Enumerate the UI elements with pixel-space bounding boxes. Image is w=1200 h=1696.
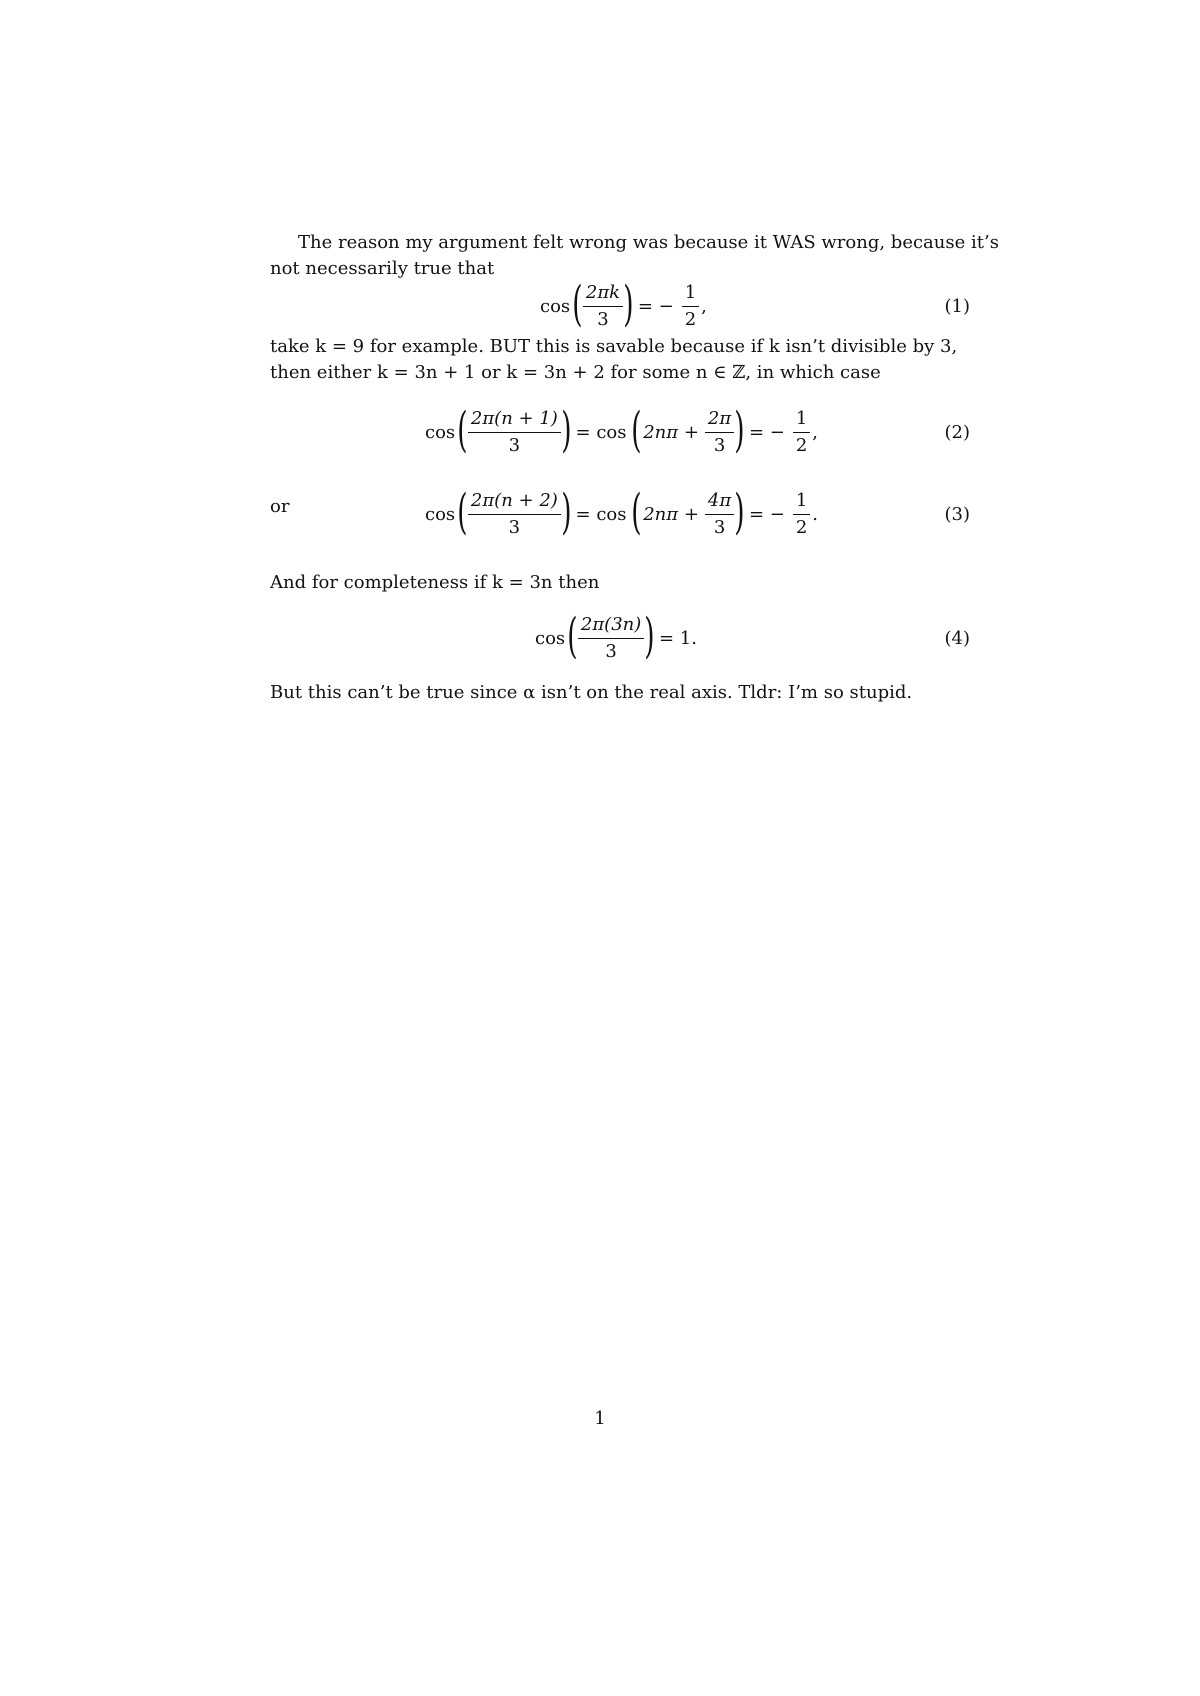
eq1-close-paren: ) — [623, 276, 634, 332]
eq1-fraction — [583, 282, 623, 331]
eq2-mid-numerator: 2π — [705, 408, 734, 433]
eq2-numerator: 2π(n + 1) — [468, 408, 561, 433]
eq4-open-paren: ( — [567, 608, 578, 664]
eq3-fraction — [468, 490, 561, 539]
eq3-mid-denominator: 3 — [713, 516, 726, 538]
eq2-mid-term: 2nπ + — [643, 421, 699, 443]
eq1-open-paren: ( — [572, 276, 583, 332]
eq1-denominator: 3 — [597, 308, 609, 330]
equation-number-1: (1) — [944, 295, 970, 317]
equation-2 — [270, 402, 970, 462]
eq3-mid-open-paren: ( — [630, 484, 642, 540]
eq2-cos: cos — [425, 421, 456, 443]
eq2-rhs-numerator: 1 — [793, 408, 810, 433]
eq3-rhs-fraction — [793, 490, 810, 539]
eq2-close-paren: ) — [561, 402, 572, 458]
paragraph-2-line-2: then either k = 3n + 1 or k = 3n + 2 for some n ∈ ℤ, in which case — [270, 362, 881, 383]
equation-3 — [270, 484, 970, 544]
eq3-mid-close-paren: ) — [734, 484, 745, 540]
eq2-open-paren: ( — [457, 402, 468, 458]
eq1-numerator: 2πk — [583, 282, 623, 307]
eq4-rhs: = 1. — [659, 627, 697, 649]
eq3-denominator: 3 — [508, 516, 521, 538]
paragraph-1-line-2: not necessarily true that — [270, 258, 495, 279]
eq1-equals-minus: = − — [637, 295, 674, 317]
eq3-numerator: 2π(n + 2) — [468, 490, 561, 515]
eq4-numerator: 2π(3n) — [578, 614, 644, 639]
eq2-denominator: 3 — [508, 434, 521, 456]
eq2-end: , — [812, 421, 819, 443]
eq1-end: , — [701, 295, 707, 317]
eq2-mid-denominator: 3 — [713, 434, 726, 456]
eq3-open-paren: ( — [457, 484, 468, 540]
eq4-cos: cos — [535, 627, 566, 649]
eq3-mid-term: 2nπ + — [643, 503, 699, 525]
eq4-fraction — [578, 614, 644, 663]
eq3-equals-minus: = − — [748, 503, 785, 525]
eq2-equals-minus: = − — [748, 421, 785, 443]
equation-number-3: (3) — [944, 503, 970, 525]
equation-1 — [270, 276, 970, 336]
eq2-fraction — [468, 408, 561, 457]
eq3-cos: cos — [425, 503, 456, 525]
eq3-mid-fraction — [705, 490, 734, 539]
eq3-end: . — [812, 503, 819, 525]
eq2-mid-open-paren: ( — [630, 402, 642, 458]
equation-4 — [270, 608, 970, 668]
paragraph-1-line-1: The reason my argument felt wrong was because it WAS wrong, because it’s — [298, 232, 999, 253]
eq2-rhs-denominator: 2 — [795, 434, 808, 456]
paragraph-3: or — [270, 496, 290, 517]
eq2-mid-fraction — [705, 408, 734, 457]
page-number: 1 — [594, 1408, 606, 1429]
eq1-rhs-denominator: 2 — [684, 308, 697, 330]
eq2-rhs-fraction — [793, 408, 810, 457]
eq3-rhs-numerator: 1 — [793, 490, 810, 515]
eq3-rhs-denominator: 2 — [795, 516, 808, 538]
eq2-equals-cos: = cos — [575, 421, 627, 443]
eq4-denominator: 3 — [605, 640, 617, 662]
eq1-rhs-fraction — [682, 282, 699, 331]
eq3-mid-numerator: 4π — [705, 490, 734, 515]
eq1-cos: cos — [540, 295, 571, 317]
eq3-equals-cos: = cos — [575, 503, 627, 525]
eq2-mid-close-paren: ) — [734, 402, 745, 458]
eq1-rhs-numerator: 1 — [682, 282, 699, 307]
paragraph-4: And for completeness if k = 3n then — [270, 572, 600, 593]
paragraph-2-line-1: take k = 9 for example. BUT this is savable because if k isn’t divisible by 3, — [270, 336, 958, 357]
eq3-close-paren: ) — [561, 484, 572, 540]
paragraph-5: But this can’t be true since α isn’t on the real axis. Tldr: I’m so stupid. — [270, 682, 913, 703]
equation-number-2: (2) — [944, 421, 970, 443]
eq4-close-paren: ) — [644, 608, 655, 664]
equation-number-4: (4) — [944, 627, 970, 649]
